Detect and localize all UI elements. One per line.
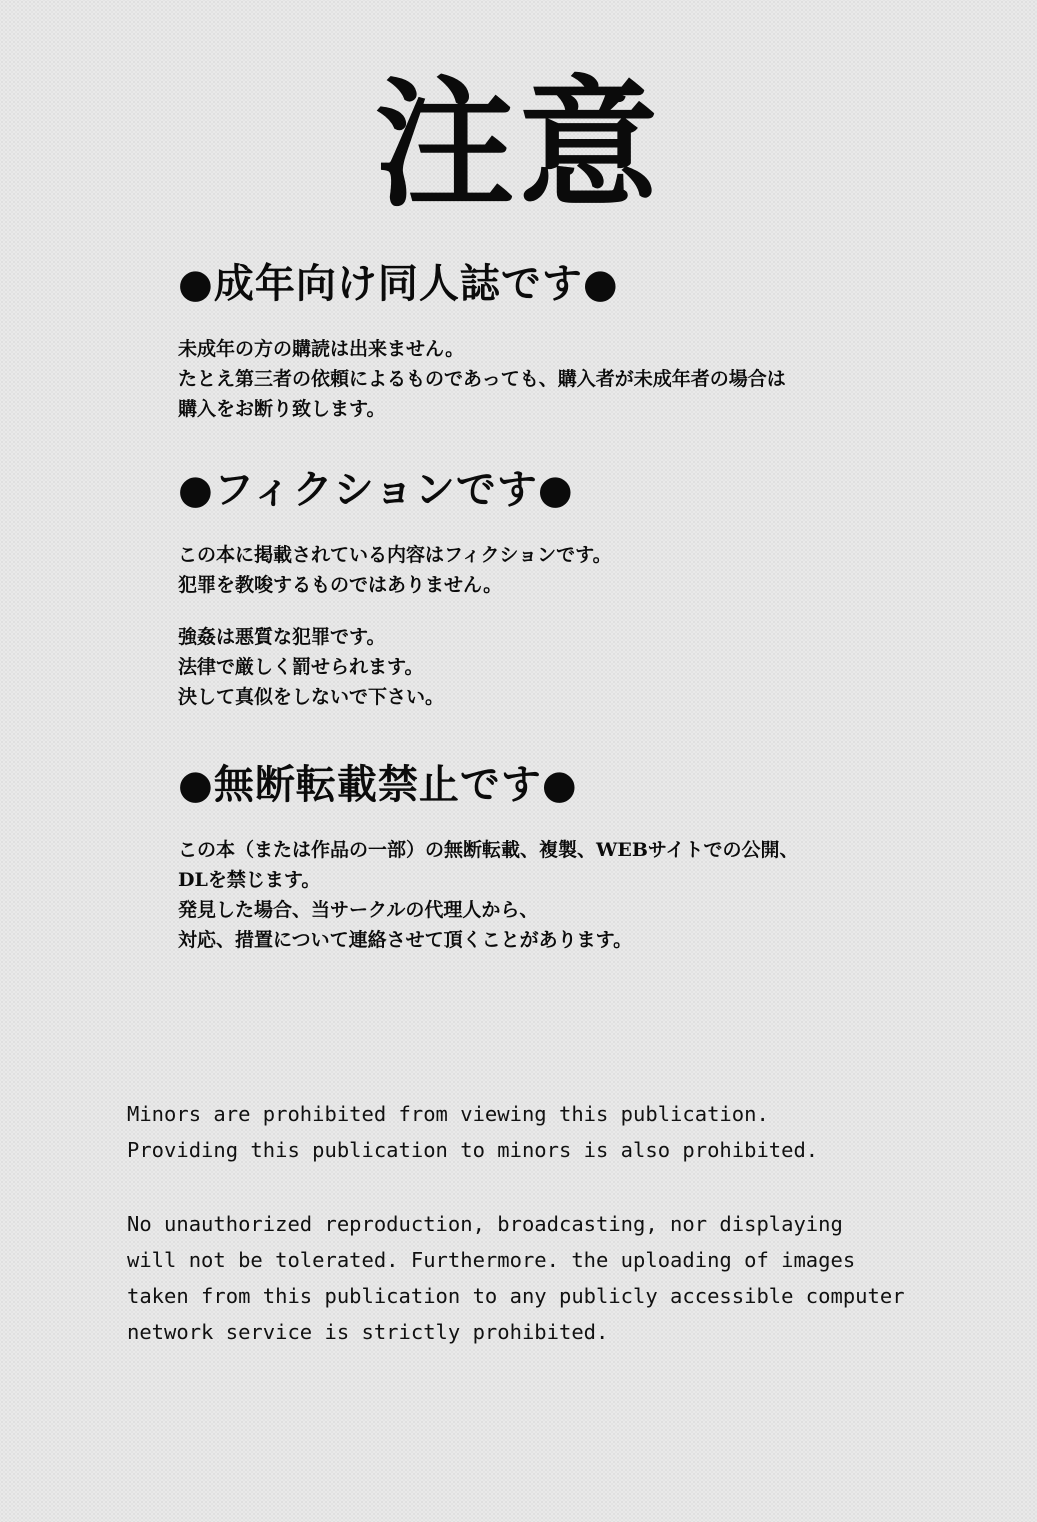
paragraph-gap bbox=[178, 600, 978, 622]
english-line: taken from this publication to any publicly accessible computer bbox=[127, 1284, 905, 1308]
english-notice-minors bbox=[127, 1096, 1007, 1168]
body-line: DLを禁じます。 bbox=[178, 869, 321, 891]
body-line: この本（または作品の一部）の無断転載、複製、WEBサイトでの公開、 bbox=[178, 839, 799, 861]
body-line: 未成年の方の購読は出来ません。 bbox=[178, 338, 465, 360]
english-line: network service is strictly prohibited. bbox=[127, 1320, 609, 1344]
body-line: 購入をお断り致します。 bbox=[178, 398, 386, 420]
section-heading: ●成年向け同人誌です● bbox=[178, 261, 619, 307]
section-heading: ●フィクションです● bbox=[178, 467, 574, 513]
english-line: Minors are prohibited from viewing this publication. bbox=[127, 1102, 769, 1126]
section-body bbox=[178, 540, 978, 712]
body-line: 法律で厳しく罰せられます。 bbox=[178, 656, 424, 678]
body-line: 対応、措置について連絡させて頂くことがあります。 bbox=[178, 929, 633, 951]
english-line: will not be tolerated. Furthermore. the uploading of images bbox=[127, 1248, 856, 1272]
section-heading: ●無断転載禁止です● bbox=[178, 762, 578, 808]
english-notice-reproduction bbox=[127, 1206, 1007, 1350]
english-line: Providing this publication to minors is also prohibited. bbox=[127, 1138, 819, 1162]
body-line: 犯罪を教唆するものではありません。 bbox=[178, 574, 503, 596]
body-line: 決して真似をしないで下さい。 bbox=[178, 686, 445, 708]
section-no-reproduction bbox=[178, 757, 978, 955]
body-line: 強姦は悪質な犯罪です。 bbox=[178, 626, 386, 648]
section-adult-content bbox=[178, 256, 978, 424]
body-line: たとえ第三者の依頼によるものであっても、購入者が未成年者の場合は bbox=[178, 368, 786, 390]
english-line: No unauthorized reproduction, broadcasting, nor displaying bbox=[127, 1212, 843, 1236]
section-body bbox=[178, 334, 978, 424]
section-fiction bbox=[178, 462, 978, 712]
body-line: 発見した場合、当サークルの代理人から、 bbox=[178, 899, 539, 921]
page-title: 注意 bbox=[374, 64, 663, 227]
body-line: この本に掲載されている内容はフィクションです。 bbox=[178, 544, 612, 566]
section-body bbox=[178, 835, 978, 955]
